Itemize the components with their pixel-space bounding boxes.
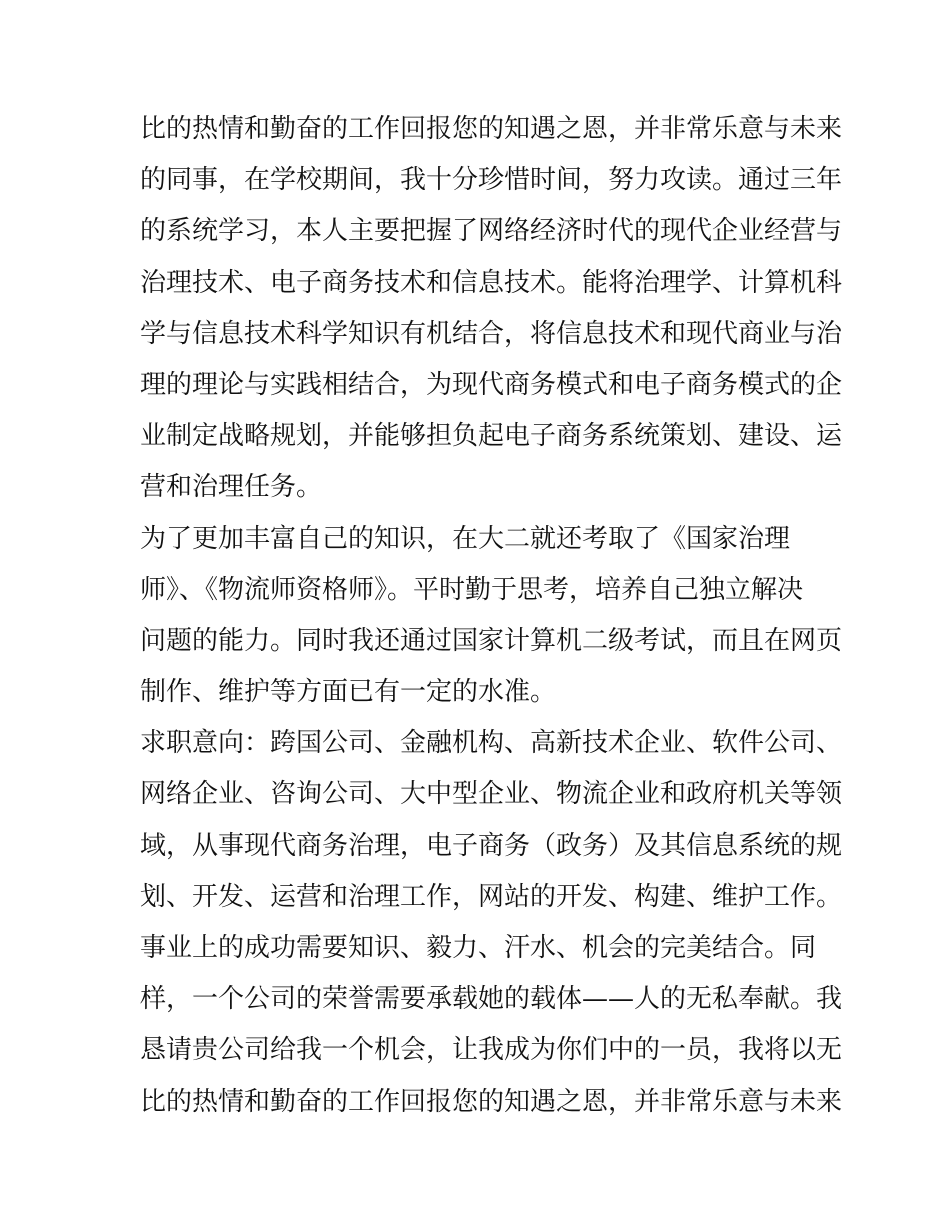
text-line: 的同事，在学校期间，我十分珍惜时间，努力攻读。通过三年	[140, 165, 843, 196]
text-line: 问题的能力。同时我还通过国家计算机二级考试，而且在网页	[140, 625, 843, 656]
text-line: 求职意向：跨国公司、金融机构、高新技术企业、软件公司、	[140, 728, 843, 759]
text-line: 理的理论与实践相结合，为现代商务模式和电子商务模式的企	[140, 369, 843, 400]
text-line: 事业上的成功需要知识、毅力、汗水、机会的完美结合。同	[140, 933, 817, 963]
text-line: 为了更加丰富自己的知识，在大二就还考取了《国家治理	[140, 523, 791, 554]
text-line: 的系统学习，本人主要把握了网络经济时代的现代企业经营与	[140, 216, 843, 247]
text-line: 比的热情和勤奋的工作回报您的知遇之恩，并非常乐意与未来	[140, 1086, 843, 1117]
text-line: 营和治理任务。	[140, 472, 323, 503]
text-line: 制作、维护等方面已有一定的水准。	[140, 677, 557, 708]
text-line: 师》、《物流师资格师》。平时勤于思考，培养自己独立解决	[140, 574, 804, 605]
text-line: 划、开发、运营和治理工作，网站的开发、构建、维护工作。	[140, 881, 843, 912]
text-line: 恳请贵公司给我一个机会，让我成为你们中的一员，我将以无	[140, 1035, 843, 1066]
text-line: 样，一个公司的荣誉需要承载她的载体——人的无私奉献。我	[140, 984, 843, 1015]
document-body	[140, 104, 843, 1128]
text-line: 治理技术、电子商务技术和信息技术。能将治理学、计算机科	[140, 267, 843, 298]
text-line: 网络企业、咨询公司、大中型企业、物流企业和政府机关等领	[140, 779, 843, 810]
text-line: 学与信息技术科学知识有机结合，将信息技术和现代商业与治	[140, 318, 843, 349]
text-line: 域，从事现代商务治理，电子商务（政务）及其信息系统的规	[140, 830, 843, 861]
text-line: 业制定战略规划，并能够担负起电子商务系统策划、建设、运	[140, 421, 843, 452]
text-line: 比的热情和勤奋的工作回报您的知遇之恩，并非常乐意与未来	[140, 114, 843, 144]
